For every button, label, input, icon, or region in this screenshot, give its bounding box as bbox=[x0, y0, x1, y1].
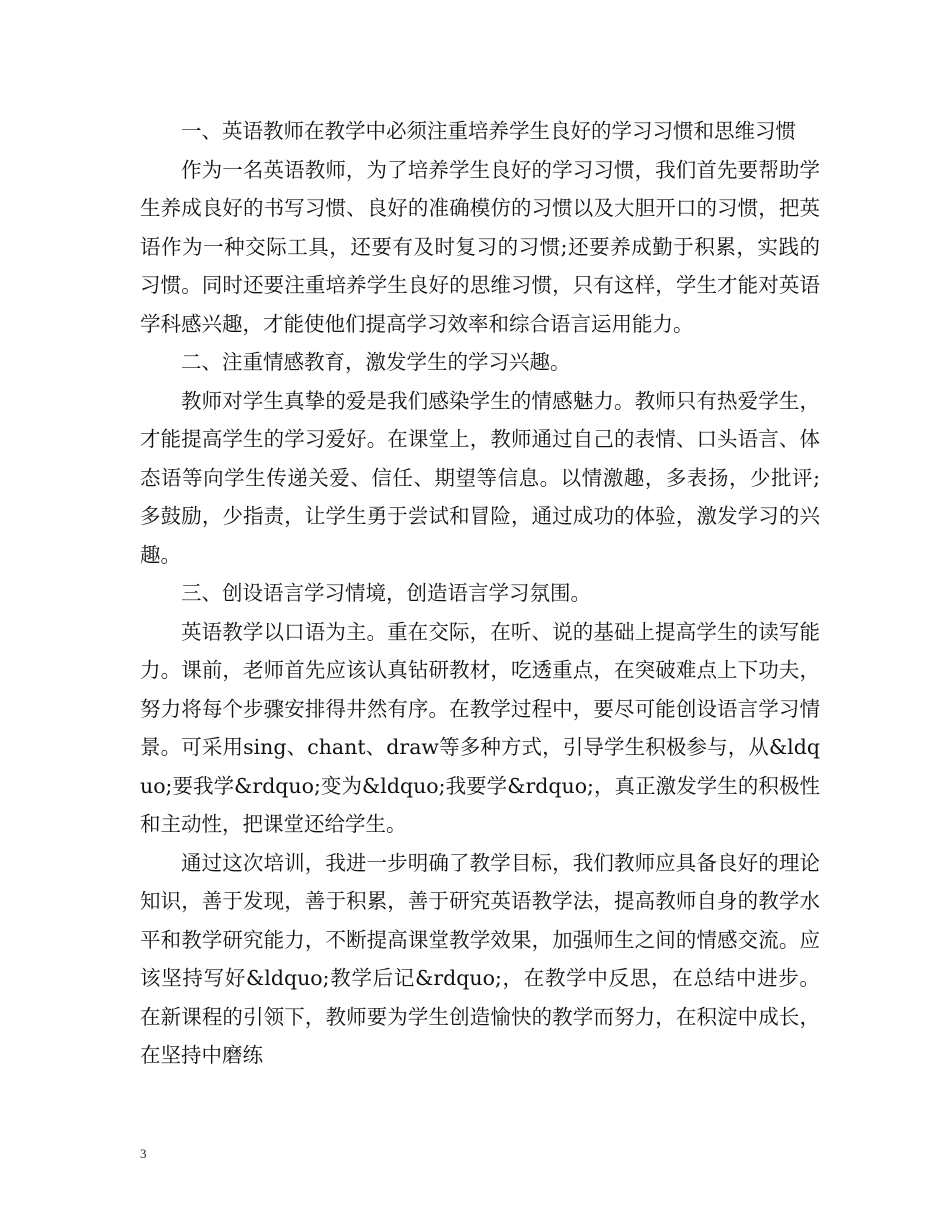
paragraph-2: 教师对学生真挚的爱是我们感染学生的情感魅力。教师只有热爱学生，才能提高学生的学习爱好。在课堂上，教师通过自己的表情、口头语言、体态语等向学生传递关爱、信任、期望等信息。以情激趣，多表扬，少批评;多鼓励，少指责，让学生勇于尝试和冒险，通过成功的体验，激发学习的兴趣。 bbox=[140, 388, 820, 567]
paragraph-4: 通过这次培训，我进一步明确了教学目标，我们教师应具备良好的理论知识，善于发现，善于积累，善于研究英语教学法，提高教师自身的教学水平和教学研究能力，不断提高课堂教学效果，加强师生之间的情感交流。应该坚持写好&ldquo;教学后记&rdquo;，在教学中反思，在总结中进步。在新课程的引领下，教师要为学生创造愉快的教学而努力，在积淀中成长，在坚持中磨练 bbox=[140, 850, 820, 1067]
paragraph-1: 作为一名英语教师，为了培养学生良好的学习习惯，我们首先要帮助学生养成良好的书写习惯、良好的准确模仿的习惯以及大胆开口的习惯，把英语作为一种交际工具，还要有及时复习的习惯;还要养成勤于积累，实践的习惯。同时还要注重培养学生良好的思维习惯，只有这样，学生才能对英语学科感兴趣，才能使他们提高学习效率和综合语言运用能力。 bbox=[140, 157, 820, 336]
paragraph-3: 英语教学以口语为主。重在交际，在听、说的基础上提高学生的读写能力。课前，老师首先应该认真钻研教材，吃透重点，在突破难点上下功夫，努力将每个步骤安排得井然有序。在教学过程中，要尽可能创设语言学习情景。可采用sing、chant、draw等多种方式，引导学生积极参与，从&ldquo;要我学&rdquo;变为&ldquo;我要学&rdquo;，真正激发学生的积极性和主动性，把课堂还给学生。 bbox=[140, 619, 820, 836]
heading-1: 一、英语教师在教学中必须注重培养学生良好的学习习惯和思维习惯 bbox=[181, 119, 796, 143]
heading-3: 三、创设语言学习情境，创造语言学习氛围。 bbox=[181, 581, 591, 605]
heading-2: 二、注重情感教育，激发学生的学习兴趣。 bbox=[181, 350, 571, 374]
document-body bbox=[140, 112, 820, 1075]
page-number: 3 bbox=[140, 1146, 147, 1161]
